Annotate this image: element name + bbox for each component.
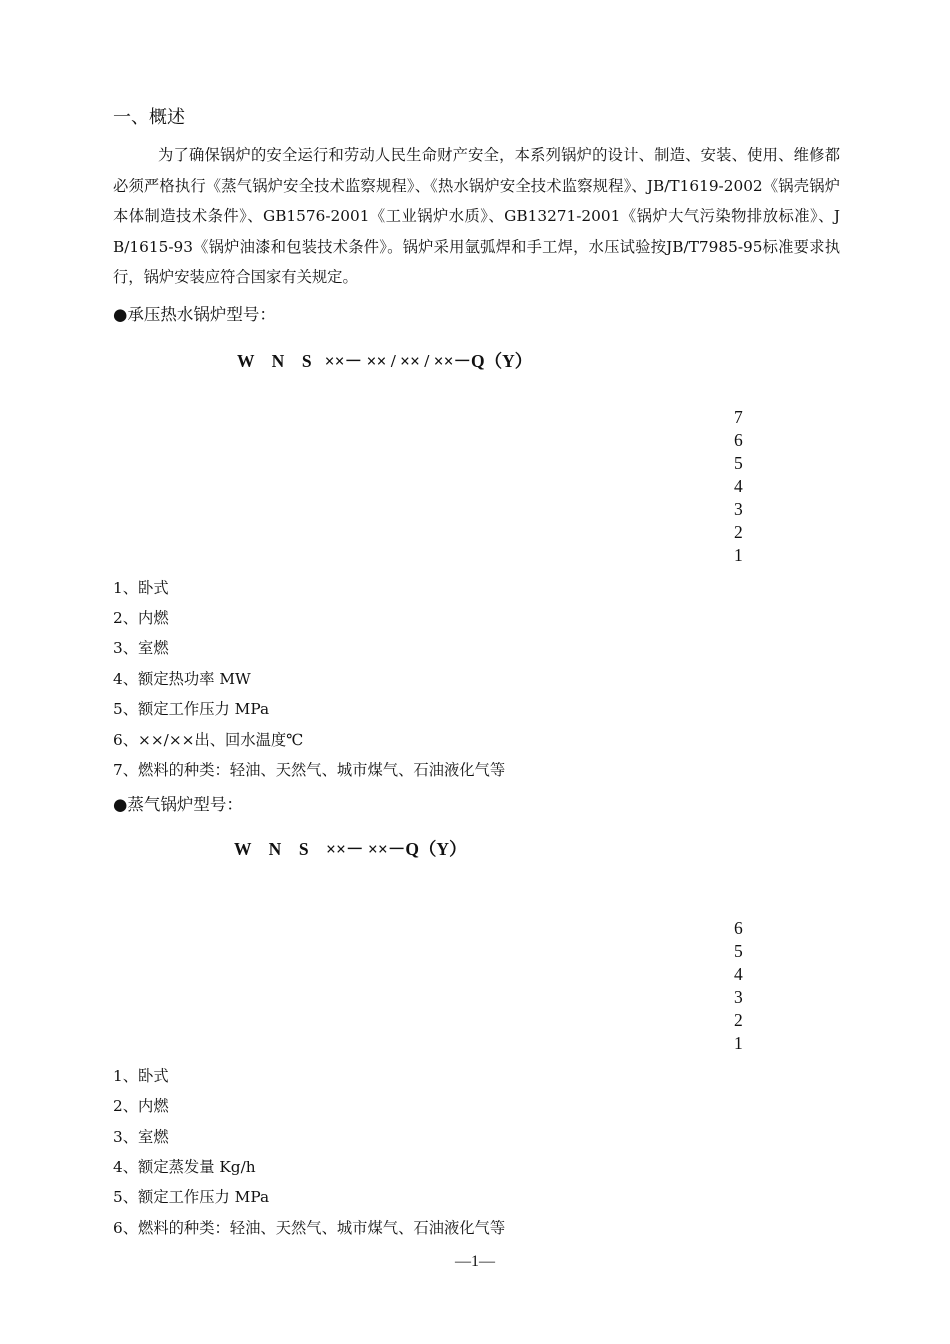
number-label: 5 (734, 941, 743, 961)
steam-model-code: W N S ××－ ××－Q（Y） (234, 839, 467, 859)
hot-water-legend-item: 4、额定热功率 MW (113, 670, 251, 688)
steam-legend-item: 2、内燃 (113, 1097, 169, 1115)
intro-paragraph: 为了确保锅炉的安全运行和劳动人民生命财产安全，本系列锅炉的设计、制造、安装、使用、维修都必须严格执行《蒸气锅炉安全技术监察规程》、《热水锅炉安全技术监察规程》、JB/T1619-2002《锅壳锅炉本体制造技术条件》、GB1576-2001《工业锅炉水质》、GB13271-2001《锅炉大气污染物排放标准》、JB/1615-93《锅炉油漆和包装技术条件》。锅炉采用氩弧焊和手工焊，水压试验按JB/T7985-95标准要求执行，锅炉安装应符合国家有关规定。 (113, 146, 840, 287)
number-label: 4 (734, 476, 743, 496)
steam-legend-item: 6、燃料的种类：轻油、天然气、城市煤气、石油液化气等 (113, 1219, 506, 1237)
number-label: 4 (734, 964, 743, 984)
hot-water-legend-item: 2、内燃 (113, 609, 169, 627)
steam-boiler-title: ●蒸气锅炉型号： (113, 795, 243, 814)
hot-water-number-column (734, 406, 754, 567)
steam-legend-item: 3、室燃 (113, 1128, 169, 1146)
hot-water-legend-item: 1、卧式 (113, 579, 169, 597)
number-label: 1 (734, 1033, 743, 1053)
steam-legend-item: 1、卧式 (113, 1067, 169, 1085)
steam-legend-item: 5、额定工作压力 MPa (113, 1188, 270, 1206)
hot-water-legend-item: 7、燃料的种类：轻油、天然气、城市煤气、石油液化气等 (113, 761, 506, 779)
number-label: 7 (734, 407, 743, 427)
hot-water-model-code: W N S ××－ ×× / ×× / ××－Q（Y） (237, 351, 533, 371)
number-label: 3 (734, 987, 743, 1007)
number-label: 3 (734, 499, 743, 519)
hot-water-legend-item: 5、额定工作压力 MPa (113, 700, 270, 718)
number-label: 6 (734, 430, 743, 450)
steam-number-column (734, 917, 754, 1055)
steam-legend-item: 4、额定蒸发量 Kg/h (113, 1158, 256, 1176)
number-label: 6 (734, 918, 743, 938)
section-heading: 一、概述 (113, 107, 185, 128)
hot-water-boiler-title: ●承压热水锅炉型号： (113, 305, 276, 324)
page-number: —1— (455, 1253, 495, 1270)
number-label: 2 (734, 522, 743, 542)
hot-water-legend-item: 3、室燃 (113, 639, 169, 657)
number-label: 1 (734, 545, 743, 565)
hot-water-legend-item: 6、××/××出、回水温度℃ (113, 731, 304, 749)
number-label: 5 (734, 453, 743, 473)
number-label: 2 (734, 1010, 743, 1030)
